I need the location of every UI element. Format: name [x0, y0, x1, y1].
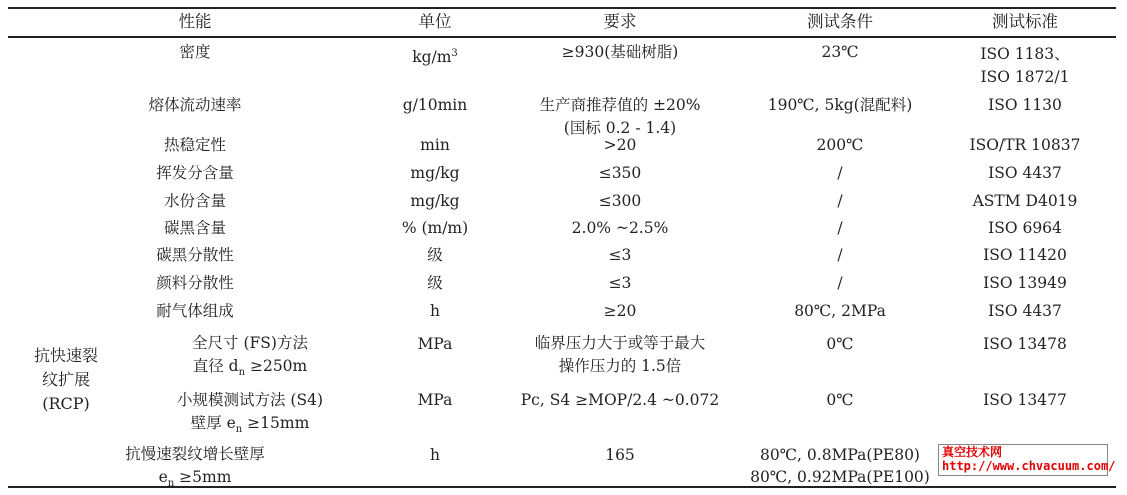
row-condition: 80℃, 2MPa — [794, 302, 886, 320]
row-property: 耐气体组成 — [156, 302, 234, 320]
row-requirement: ≤3 — [608, 274, 632, 292]
watermark-box — [938, 444, 1116, 476]
row-requirement: ≤350 — [598, 164, 642, 182]
row-property: 碳黑含量 — [163, 219, 226, 237]
header-test-condition: 测试条件 — [807, 12, 873, 31]
row-unit: mg/kg — [410, 164, 460, 182]
row-requirement: 操作压力的 1.5倍 — [558, 357, 682, 375]
row-standard: ISO 1130 — [988, 96, 1062, 114]
watermark-url: http://www.chvacuum.com/ — [942, 459, 1116, 473]
row-standard: ISO 13477 — [983, 391, 1067, 409]
header-bottom-rule — [8, 36, 1116, 38]
header-test-standard: 测试标准 — [992, 12, 1058, 31]
row-requirement: 临界压力大于或等于最大 — [534, 334, 706, 352]
table-top-rule — [8, 7, 1116, 9]
row-condition: 0℃ — [826, 335, 854, 353]
row-requirement: ≥930(基础树脂) — [561, 43, 679, 61]
row-standard: ISO 4437 — [988, 164, 1062, 182]
row-standard: ISO/TR 10837 — [969, 136, 1081, 154]
watermark-title: 真空技术网 — [942, 445, 1003, 459]
row-unit: min — [420, 136, 450, 154]
row-standard: ISO 1183、 — [980, 45, 1070, 63]
row-requirement: (国标 0.2 - 1.4) — [563, 119, 677, 137]
row-requirement: ≤3 — [608, 246, 632, 264]
row-unit: 级 — [427, 246, 443, 264]
row-standard: ISO 11420 — [983, 246, 1067, 264]
row-unit: mg/kg — [410, 192, 460, 210]
rcp-s4-property: 小规模测试方法 (S4) — [176, 391, 323, 409]
row-unit: g/10min — [402, 96, 468, 114]
row-unit: % (m/m) — [401, 219, 469, 237]
row-property: 水份含量 — [163, 192, 226, 210]
header-unit: 单位 — [418, 12, 452, 31]
row-condition: / — [837, 274, 843, 292]
row-property: 颜料分散性 — [156, 274, 234, 292]
row-standard: ISO 13949 — [983, 274, 1067, 292]
row-standard: ISO 1872/1 — [980, 68, 1070, 86]
rcp-fs-diameter: 直径 $d_n \ge 250m$ — [192, 357, 308, 379]
row-condition: / — [837, 192, 843, 210]
row-condition: 190℃, 5kg(混配料) — [767, 96, 913, 114]
row-standard: ISO 6964 — [988, 219, 1062, 237]
row-requirement: 2.0% ~2.5% — [571, 219, 669, 237]
row-condition: 0℃ — [826, 391, 854, 409]
row-unit: h — [430, 446, 440, 464]
row-requirement: >20 — [603, 136, 637, 154]
row-condition: 200℃ — [816, 136, 864, 154]
row-property: 挥发分含量 — [156, 164, 234, 182]
row-condition: 80℃, 0.8MPa(PE80) — [760, 446, 920, 464]
row-requirement: Pc, S4 ≥MOP/2.4 ~0.072 — [520, 391, 720, 409]
row-condition: / — [837, 164, 843, 182]
row-unit: h — [430, 302, 440, 320]
header-property: 性能 — [178, 12, 212, 31]
rcp-s4-thickness: 壁厚 $e_n \ge 15mm$ — [190, 414, 310, 436]
row-condition: 80℃, 0.92MPa(PE100) — [750, 468, 930, 486]
row-unit: $kg/m^3$ — [412, 48, 458, 67]
row-requirement: ≥20 — [603, 302, 637, 320]
scg-thickness: $e_n \ge 5mm$ — [158, 468, 232, 490]
scg-property: 抗慢速裂纹增长壁厚 — [125, 445, 265, 463]
row-condition: / — [837, 219, 843, 237]
row-unit: MPa — [417, 335, 453, 353]
row-property: 碳黑分散性 — [156, 246, 234, 264]
row-property: 密度 — [179, 43, 211, 61]
header-requirement: 要求 — [603, 12, 637, 31]
row-standard: ISO 13478 — [983, 335, 1067, 353]
row-unit: MPa — [417, 391, 453, 409]
rcp-section-label: 抗快速裂 纹扩展 (RCP) — [33, 346, 98, 413]
row-standard: ASTM D4019 — [972, 192, 1078, 210]
row-property: 热稳定性 — [163, 136, 226, 154]
row-property: 熔体流动速率 — [148, 96, 242, 114]
row-requirement: 165 — [605, 446, 635, 464]
row-condition: 23℃ — [821, 43, 859, 61]
rcp-fs-property: 全尺寸 (FS)方法 — [192, 334, 308, 352]
row-requirement: 生产商推荐值的 ±20% — [539, 96, 701, 114]
row-condition: / — [837, 246, 843, 264]
row-unit: 级 — [427, 274, 443, 292]
row-requirement: ≤300 — [598, 192, 642, 210]
row-standard: ISO 4437 — [988, 302, 1062, 320]
